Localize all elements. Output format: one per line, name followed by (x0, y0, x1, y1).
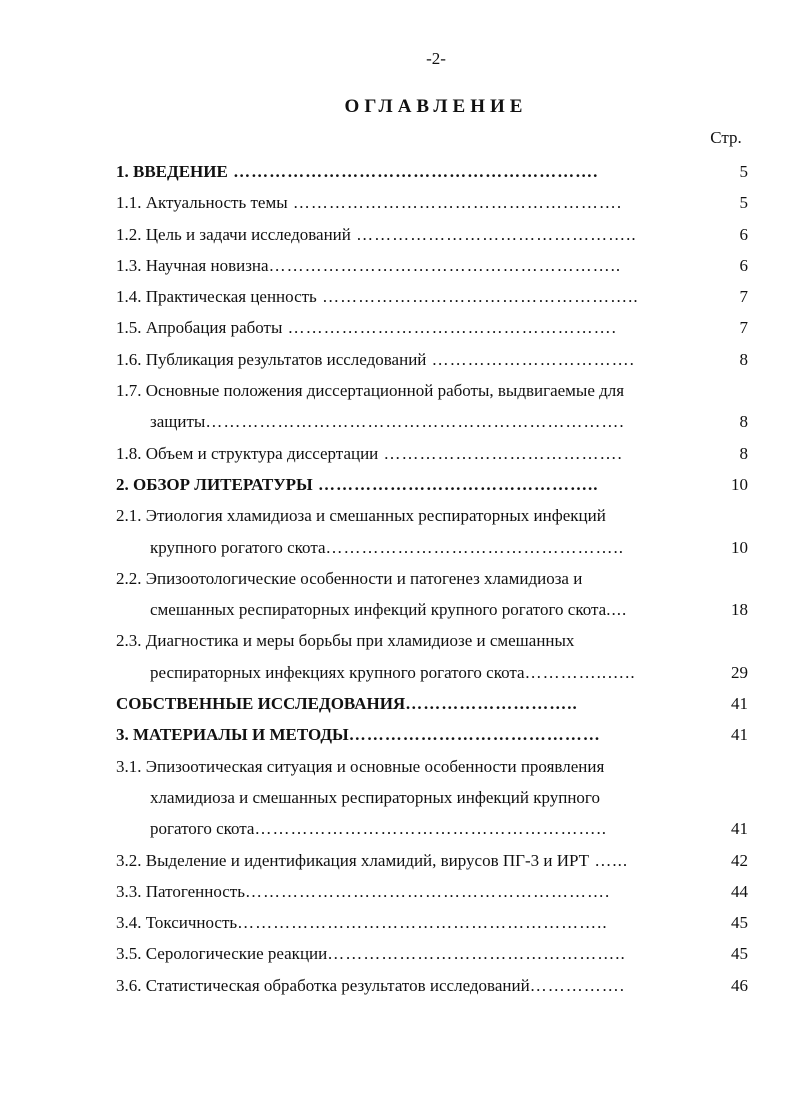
toc-entry-title: 3. МАТЕРИАЛЫ И МЕТОДЫ (116, 725, 349, 745)
toc-entry-title: защиты (150, 412, 206, 432)
toc-leader: ………………………………………….. (325, 537, 625, 557)
toc-leader: …………..….. (524, 662, 636, 682)
toc-leader: .... (606, 600, 628, 620)
toc-entry-title: 1.2. Цель и задачи исследований (116, 224, 351, 244)
toc-leader: …………………………………………………….. (237, 913, 608, 933)
toc-entry (0, 751, 792, 782)
toc-leader: …………………………………………….. (316, 287, 639, 307)
toc-entry-title: 3.2. Выделение и идентификация хламидий, вирусов ПГ-3 и ИРТ (116, 850, 590, 870)
toc-entry-title: крупного рогатого скота (150, 537, 326, 557)
toc-leader: ……………………………………….. (350, 224, 637, 244)
toc-entry-title: рогатого скота (150, 819, 255, 839)
toc-entry (0, 438, 792, 469)
toc-entry (0, 500, 792, 531)
toc-entry-title: 1.4. Практическая ценность (116, 287, 317, 307)
toc-leader: …………………………………… (348, 725, 601, 745)
toc-page-number: 45 (731, 944, 748, 964)
toc-entry (0, 406, 792, 437)
page-title: ОГЛАВЛЕНИЕ (344, 96, 528, 117)
toc-page-number: 41 (731, 819, 748, 839)
toc-entry-title: 1.6. Публикация результатов исследований (116, 349, 427, 369)
toc-leader: ………………………………………………. (287, 193, 623, 213)
toc-leader: ……………………….. (405, 694, 578, 714)
toc-entry (0, 938, 792, 969)
toc-leader: ………………………………………….. (327, 944, 626, 964)
toc-leader: ………………………………………………. (282, 318, 617, 338)
toc-page-number: 18 (731, 600, 748, 620)
toc-entry (0, 375, 792, 406)
toc-page-number: 41 (731, 694, 748, 714)
toc-page-number: 8 (739, 443, 748, 463)
toc-entry-title: 3.4. Токсичность (116, 913, 238, 933)
page-number: -2- (426, 49, 446, 68)
toc-entry-title: СОБСТВЕННЫЕ ИССЛЕДОВАНИЯ (116, 694, 406, 714)
toc-entry (0, 219, 792, 250)
toc-entry (0, 563, 792, 594)
toc-entry (0, 469, 792, 500)
toc-page-number: 44 (731, 881, 748, 901)
toc-page-number: 10 (731, 474, 748, 494)
toc-entry-title: 2. ОБЗОР ЛИТЕРАТУРЫ (116, 474, 313, 494)
toc-page-number: 8 (739, 349, 748, 369)
toc-entry (0, 719, 792, 750)
toc-entry (0, 312, 792, 343)
toc-entry (0, 594, 792, 625)
page-column-header: Стр. (710, 128, 742, 147)
toc-entry-title: 1.8. Объем и структура диссертации (116, 443, 379, 463)
toc-page-number: 42 (731, 850, 748, 870)
toc-entry-title: 3.5. Серологические реакции (116, 944, 328, 964)
toc-entry (0, 970, 792, 1001)
toc-page-number: 6 (739, 255, 748, 275)
toc-entry-title: 1.3. Научная новизна (116, 255, 269, 275)
toc-entry (0, 907, 792, 938)
toc-page-number: 10 (731, 537, 748, 557)
toc-entry-title: смешанных респираторных инфекций крупного рогатого скота (150, 600, 607, 620)
toc-leader: ……………………………………………………………. (205, 412, 625, 432)
toc-leader: ……………. (529, 975, 625, 995)
toc-entry-title: 1.7. Основные положения диссертационной работы, выдвигаемые для (116, 381, 625, 401)
toc-entry (0, 813, 792, 844)
toc-entry (0, 688, 792, 719)
toc-page-number: 7 (739, 318, 748, 338)
toc-entry-title: 3.1. Эпизоотическая ситуация и основные особенности проявления (116, 756, 605, 776)
toc-entry (0, 281, 792, 312)
toc-entry-title: 1.1. Актуальность темы (116, 193, 288, 213)
toc-leader: ………………………………………………….. (268, 255, 622, 275)
toc-leader: ……………………………………………………. (227, 162, 599, 181)
toc-page-number: 29 (731, 662, 748, 682)
toc-entry-title: 1.5. Апробация работы (116, 318, 283, 338)
toc-entry (0, 156, 792, 187)
toc-entry (0, 344, 792, 375)
table-of-contents (0, 156, 792, 1001)
toc-page-number: 5 (739, 193, 748, 213)
toc-page-number: 46 (731, 975, 748, 995)
toc-page-number: 41 (731, 725, 748, 745)
toc-entry (0, 625, 792, 656)
toc-entry (0, 187, 792, 218)
toc-entry-title: респираторных инфекциях крупного рогатого скота (150, 662, 525, 682)
toc-entry-title: 3.6. Статистическая обработка результатов исследований (116, 975, 530, 995)
toc-entry (0, 532, 792, 563)
toc-leader: ……………………………………….. (312, 474, 599, 494)
toc-page-number: 7 (739, 287, 748, 307)
toc-entry-title: 2.3. Диагностика и меры борьбы при хламидиозе и смешанных (116, 631, 575, 651)
toc-entry-title: 2.1. Этиология хламидиоза и смешанных респираторных инфекций (116, 506, 606, 526)
toc-entry-title: 3.3. Патогенность (116, 881, 245, 901)
toc-leader: ……………………………………………………. (244, 881, 611, 901)
toc-page-number: 5 (739, 162, 748, 181)
toc-page-number: 6 (739, 224, 748, 244)
toc-page-number: 8 (739, 412, 748, 432)
toc-entry-title: хламидиоза и смешанных респираторных инфекций крупного (150, 787, 600, 807)
toc-page-number: 45 (731, 913, 748, 933)
toc-entry (0, 782, 792, 813)
toc-entry-title: 2.2. Эпизоотологические особенности и патогенез хламидиоза и (116, 568, 583, 588)
toc-entry (0, 657, 792, 688)
toc-entry (0, 845, 792, 876)
toc-entry-title: 1. ВВЕДЕНИЕ (116, 162, 228, 181)
toc-leader: ……………………………. (426, 349, 635, 369)
toc-leader: …... (589, 850, 629, 870)
toc-entry (0, 250, 792, 281)
toc-leader: …………………………………. (378, 443, 623, 463)
toc-entry (0, 876, 792, 907)
toc-leader: ………………………………………………….. (254, 819, 607, 839)
